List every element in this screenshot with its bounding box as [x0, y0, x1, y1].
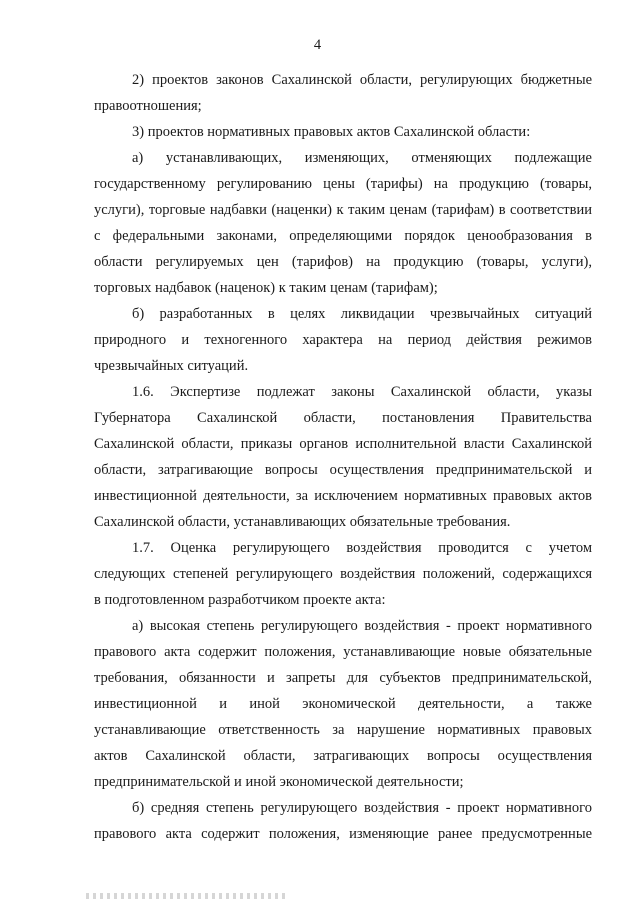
paragraph [94, 535, 592, 613]
scan-artifact [86, 893, 286, 899]
text-line: правового акта содержит положения, изменяющие ранее предусмотренные [94, 826, 592, 842]
page-number: 4 [313, 37, 322, 53]
paragraph [94, 613, 592, 795]
text-line: а) высокая степень регулирующего воздействия - проект нормативного [132, 618, 592, 634]
paragraph [94, 301, 592, 379]
text-line: природного и техногенного характера на период действия режимов [94, 332, 592, 348]
text-line: торговых надбавок (наценок) к таким ценам (тарифам); [94, 280, 438, 296]
text-line: Губернатора Сахалинской области, постановления Правительства [94, 410, 592, 426]
text-line: инвестиционной деятельности, за исключением нормативных правовых актов [94, 488, 592, 504]
text-line: б) разработанных в целях ликвидации чрезвычайных ситуаций [132, 306, 592, 322]
text-line: 2) проектов законов Сахалинской области, регулирующих бюджетные [132, 72, 592, 88]
text-line: области, затрагивающие вопросы осуществления предпринимательской и [94, 462, 592, 478]
text-line: а) устанавливающих, изменяющих, отменяющих подлежащие [132, 150, 592, 166]
text-line: услуги), торговые надбавки (наценки) к таким ценам (тарифам) в соответствии [94, 202, 592, 218]
text-line: правового акта содержит положения, устанавливающие новые обязательные [94, 644, 592, 660]
text-line: 1.6. Экспертизе подлежат законы Сахалинской области, указы [132, 384, 592, 400]
text-line: б) средняя степень регулирующего воздействия - проект нормативного [132, 800, 592, 816]
paragraph [94, 145, 592, 301]
text-line: области регулируемых цен (тарифов) на продукцию (товары, услуги), [94, 254, 592, 270]
text-line: правоотношения; [94, 98, 202, 114]
text-line: Сахалинской области, устанавливающих обязательные требования. [94, 514, 511, 530]
text-line: Сахалинской области, приказы органов исполнительной власти Сахалинской [94, 436, 592, 452]
text-line: 1.7. Оценка регулирующего воздействия проводится с учетом [132, 540, 592, 556]
text-line: с федеральными законами, определяющими порядок ценообразования в [94, 228, 592, 244]
text-line: 3) проектов нормативных правовых актов Сахалинской области: [132, 124, 531, 140]
paragraph [94, 119, 592, 145]
text-line: требования, обязанности и запреты для субъектов предпринимательской, [94, 670, 592, 686]
text-line: устанавливающие ответственность за нарушение нормативных правовых [94, 722, 592, 738]
paragraph [94, 795, 592, 847]
text-line: государственному регулированию цены (тарифы) на продукцию (товары, [94, 176, 592, 192]
paragraph [94, 379, 592, 535]
text-line: предпринимательской и иной экономической деятельности; [94, 774, 464, 790]
text-line: чрезвычайных ситуаций. [94, 358, 249, 374]
text-line: инвестиционной и иной экономической деятельности, а также [94, 696, 592, 712]
paragraph [94, 67, 592, 119]
text-line: следующих степеней регулирующего воздействия положений, содержащихся [94, 566, 592, 582]
document-body [94, 67, 592, 847]
text-line: в подготовленном разработчиком проекте акта: [94, 592, 386, 608]
text-line: актов Сахалинской области, затрагивающих вопросы осуществления [94, 748, 592, 764]
